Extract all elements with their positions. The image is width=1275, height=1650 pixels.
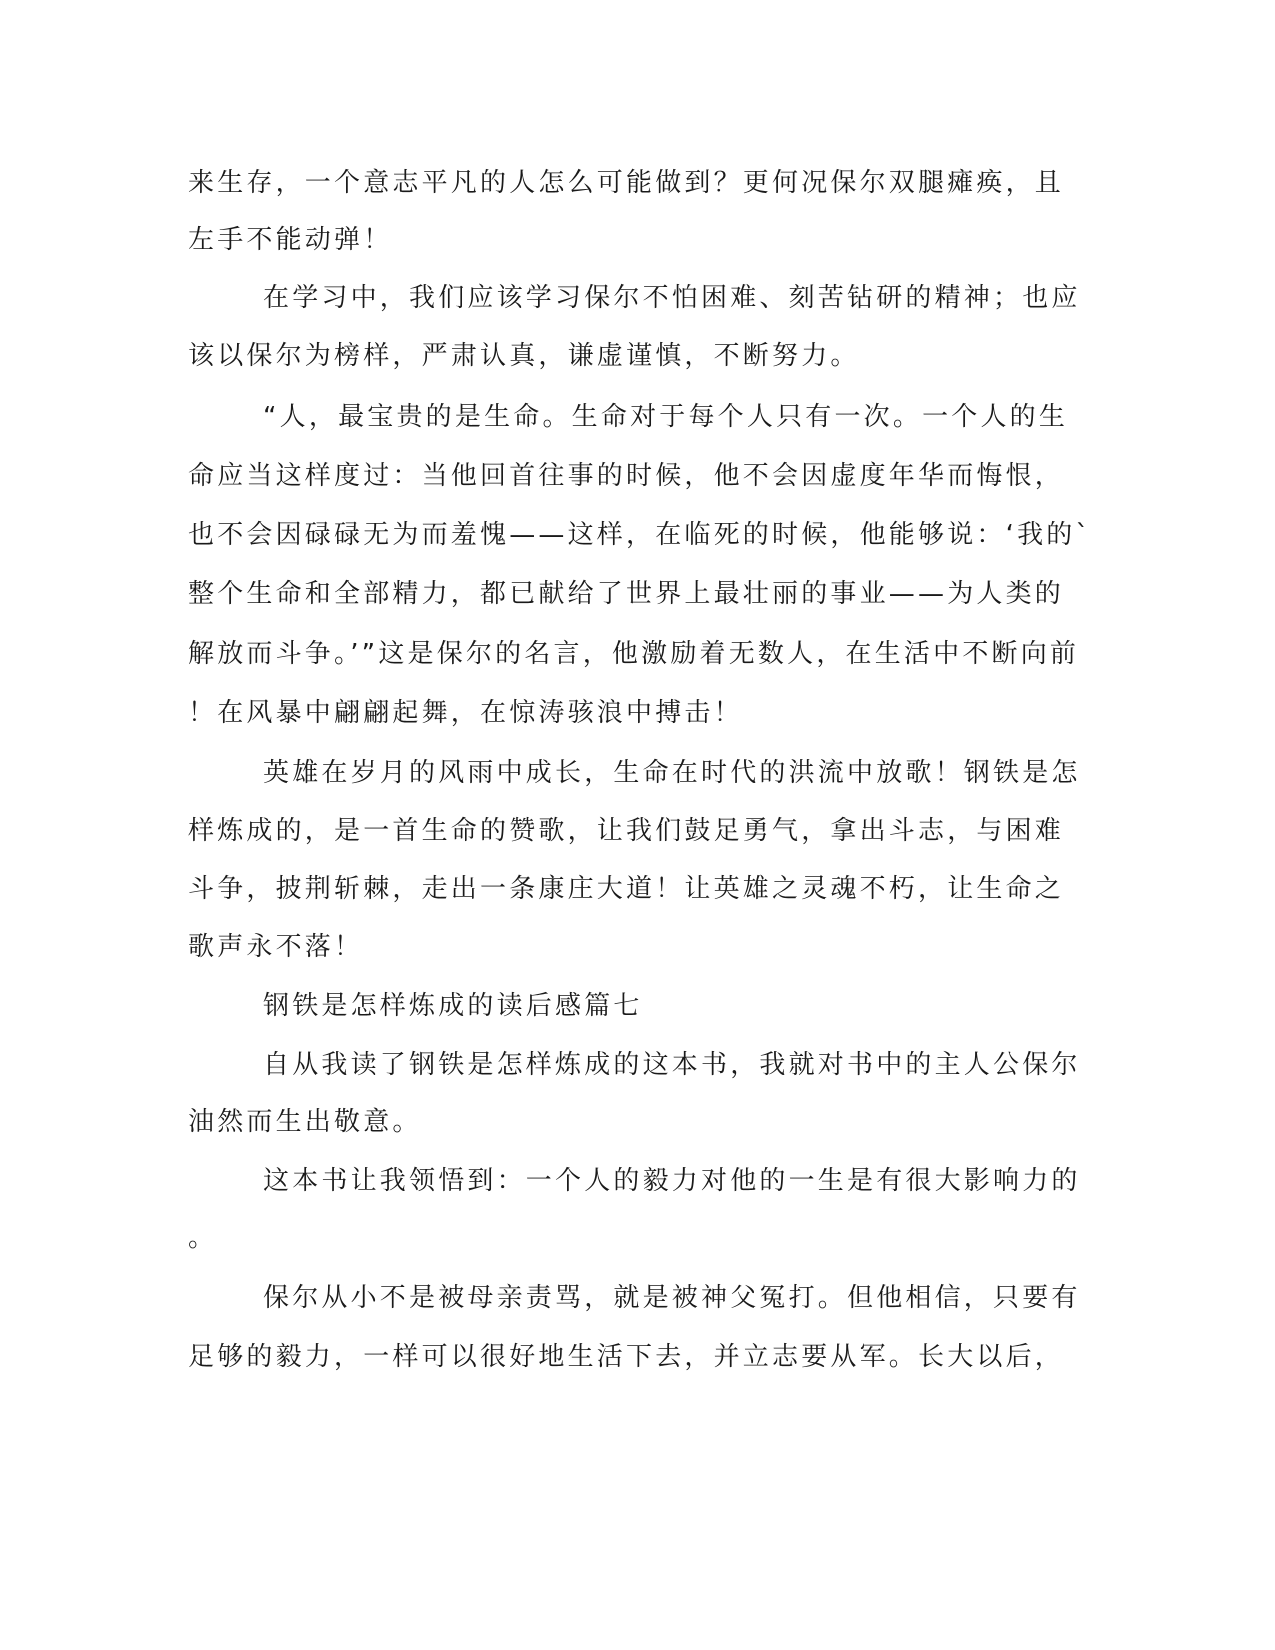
text-line: 样炼成的，是一首生命的赞歌，让我们鼓足勇气，拿出斗志，与困难 bbox=[188, 816, 1065, 846]
text-line: 油然而生出敬意。 bbox=[188, 1107, 422, 1137]
text-line: 整个生命和全部精力，都已献给了世界上最壮丽的事业——为人类的 bbox=[188, 579, 1065, 609]
text-line: 该以保尔为榜样，严肃认真，谦虚谨慎，不断努力。 bbox=[188, 341, 860, 371]
text-line: 命应当这样度过：当他回首往事的时候，他不会因虚度年华而悔恨， bbox=[188, 461, 1065, 491]
text-line: 足够的毅力，一样可以很好地生活下去，并立志要从军。长大以后， bbox=[188, 1342, 1065, 1372]
paragraph-first-line: 保尔从小不是被母亲责骂，就是被神父冤打。但他相信，只要有 bbox=[263, 1283, 1081, 1313]
text-line: 斗争，披荆斩棘，走出一条康庄大道！让英雄之灵魂不朽，让生命之 bbox=[188, 874, 1065, 904]
paragraph-first-line: “人，最宝贵的是生命。生命对于每个人只有一次。一个人的生 bbox=[263, 402, 1069, 432]
text-line: 解放而斗争。’”这是保尔的名言，他激励着无数人，在生活中不断向前 bbox=[188, 639, 1080, 669]
paragraph-first-line: 这本书让我领悟到：一个人的毅力对他的一生是有很大影响力的 bbox=[263, 1166, 1081, 1196]
text-line: 左手不能动弹！ bbox=[188, 225, 393, 255]
text-line: 来生存，一个意志平凡的人怎么可能做到？更何况保尔双腿瘫痪，且 bbox=[188, 168, 1065, 198]
text-line: 。 bbox=[188, 1223, 218, 1253]
paragraph-first-line: 自从我读了钢铁是怎样炼成的这本书，我就对书中的主人公保尔 bbox=[263, 1050, 1081, 1080]
paragraph-first-line: 在学习中，我们应该学习保尔不怕困难、刻苦钻研的精神；也应 bbox=[263, 283, 1081, 313]
section-heading: 钢铁是怎样炼成的读后感篇七 bbox=[263, 991, 643, 1021]
text-line: 也不会因碌碌无为而羞愧——这样，在临死的时候，他能够说：‘我的` bbox=[188, 520, 1092, 550]
text-line: 歌声永不落！ bbox=[188, 932, 364, 962]
paragraph-first-line: 英雄在岁月的风雨中成长，生命在时代的洪流中放歌！钢铁是怎 bbox=[263, 758, 1081, 788]
text-line: ！在风暴中翩翩起舞，在惊涛骇浪中搏击！ bbox=[188, 698, 743, 728]
